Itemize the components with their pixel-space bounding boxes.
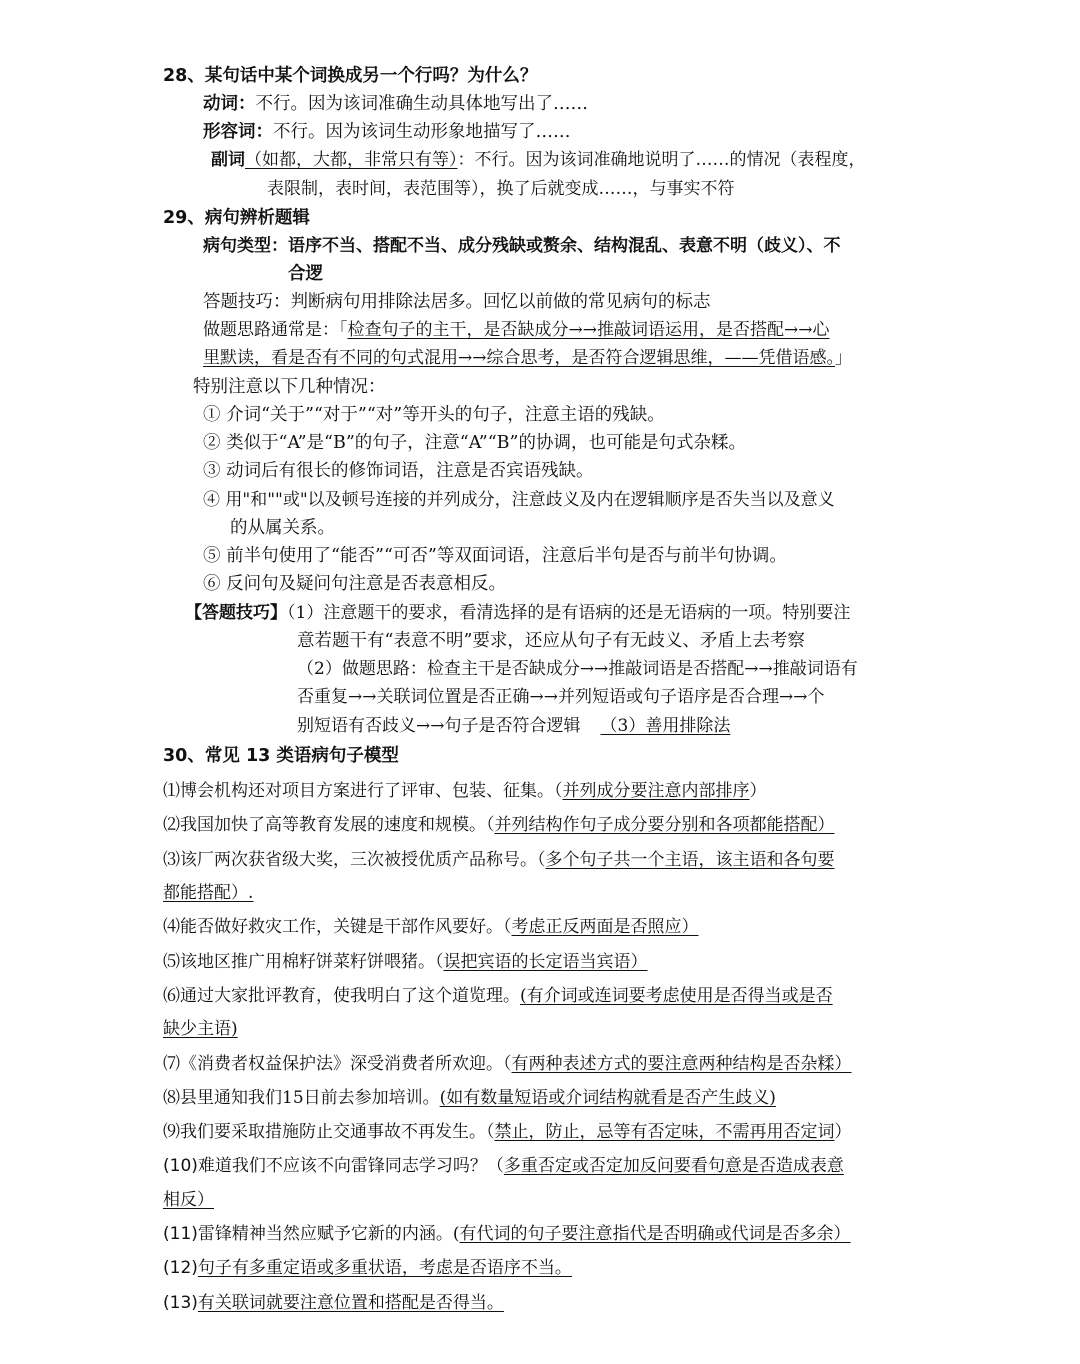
error-model-line xyxy=(163,881,253,905)
adv-label: 副词 xyxy=(211,150,245,170)
technique-text-6: （3）善用排除法 xyxy=(600,716,731,736)
section-30-heading: 30、常见 13 类语病句子模型 xyxy=(163,746,399,766)
approach-underlined-2: 里默读，看是否有不同的句式混用→→综合思考，是否符合逻辑思维，——凭借语感。 xyxy=(203,348,835,368)
technique-line-5 xyxy=(297,714,730,738)
error-model-number: ⑷ xyxy=(163,917,180,937)
error-model-closing: ） xyxy=(749,781,767,801)
error-model-sentence: 《消费者权益保护法》深受消费者所欢迎。（ xyxy=(180,1054,512,1074)
error-model-sentence: 博会机构还对项目方案进行了评审、包装、征集。（ xyxy=(180,781,563,801)
technique-line-1 xyxy=(185,601,850,625)
error-model-explanation: 禁止，防止，忌等有否定味，不需再用否定词 xyxy=(494,1122,835,1142)
technique-label: 【答题技巧】 xyxy=(185,603,287,623)
error-model-line xyxy=(163,1188,214,1212)
error-model-line xyxy=(163,1154,844,1178)
error-model-sentence: 县里通知我们15日前去参加培训。 xyxy=(180,1088,440,1108)
note-item-4-cont: 的从属关系。 xyxy=(230,518,335,538)
error-model-sentence: 我国加快了高等教育发展的速度和规模。（ xyxy=(180,815,495,835)
approach-prefix: 做题思路通常是：「 xyxy=(203,320,348,340)
technique-text-1: （1）注意题干的要求，看清选择的是有语病的还是无语病的一项。特别要注 xyxy=(287,603,851,623)
adj-line xyxy=(203,120,571,144)
error-model-line xyxy=(163,1291,504,1315)
adv-line xyxy=(211,148,866,172)
note-item-3: ③ 动词后有很长的修饰词语，注意是否宾语残缺。 xyxy=(203,461,594,481)
error-model-number: ⑴ xyxy=(163,781,180,801)
error-model-explanation: 并列结构作句子成分要分别和各项都能搭配） xyxy=(494,815,835,835)
error-model-number: ⑹ xyxy=(163,986,180,1006)
error-model-line xyxy=(163,984,833,1008)
verb-line xyxy=(203,92,588,116)
error-model-line xyxy=(163,848,835,872)
sentence-types-line-2: 合逻 xyxy=(288,264,323,284)
error-model-line xyxy=(163,1222,851,1246)
error-model-sentence: 能否做好救灾工作，关键是干部作风要好。（ xyxy=(180,917,512,937)
approach-underlined-1: 检查句子的主干，是否缺成分→→推敲词语运用，是否搭配→→心 xyxy=(347,320,830,340)
error-model-explanation: 多重否定或否定加反问要看句意是否造成表意 xyxy=(503,1156,844,1176)
technique-line-3: （2）做题思路：检查主干是否缺成分→→推敲词语是否搭配→→推敲词语有 xyxy=(297,659,858,679)
error-model-line xyxy=(163,1086,776,1110)
error-model-number: ⑸ xyxy=(163,952,180,972)
error-model-explanation: 误把宾语的长定语当宾语） xyxy=(443,952,648,972)
note-item-5: ⑤ 前半句使用了“能否”“可否”等双面词语，注意后半句是否与前半句协调。 xyxy=(203,546,787,566)
error-model-line xyxy=(163,1256,572,1280)
error-model-explanation: (如有数量短语或介词结构就看是否产生歧义) xyxy=(439,1088,776,1108)
sentence-types-line-1: 病句类型：语序不当、搭配不当、成分残缺或赘余、结构混乱、表意不明（歧义）、不 xyxy=(203,236,841,256)
error-model-explanation: 句子有多重定语或多重状语，考虑是否语序不当。 xyxy=(197,1258,572,1278)
adj-text: 不行。因为该词生动形象地描写了…… xyxy=(273,122,571,142)
note-item-2: ② 类似于“A”是“B”的句子，注意“A”“B”的协调，也可能是句式杂糅。 xyxy=(203,433,746,453)
error-model-number: ⑻ xyxy=(163,1088,180,1108)
special-note-line: 特别注意以下几种情况： xyxy=(193,377,386,397)
error-model-number: (12) xyxy=(163,1258,198,1278)
error-model-line xyxy=(163,779,767,803)
error-model-sentence: 雷锋精神当然应赋予它新的内涵。( xyxy=(197,1224,460,1244)
error-model-explanation: 多个句子共一个主语，该主语和各句要 xyxy=(545,850,835,870)
error-model-sentence: 该厂两次获省级大奖，三次被授优质产品称号。（ xyxy=(180,850,546,870)
note-item-1: ① 介词“关于”“对于”“对”等开头的句子，注意主语的残缺。 xyxy=(203,405,665,425)
error-model-sentence: 通过大家批评教育，使我明白了这个道览理。 xyxy=(180,986,520,1006)
approach-end: 」 xyxy=(835,348,852,368)
adv-text: ：不行。因为该词准确地说明了……的情况（表程度， xyxy=(457,150,866,170)
error-model-number: ⑶ xyxy=(163,850,180,870)
error-model-explanation: 有代词的句子要注意指代是否明确或代词是否多余） xyxy=(459,1224,851,1244)
error-model-explanation: 有关联词就要注意位置和搭配是否得当。 xyxy=(197,1293,504,1313)
technique-line-2: 意若题干有“表意不明”要求，还应从句子有无歧义、矛盾上去考察 xyxy=(297,631,805,651)
error-model-number: (13) xyxy=(163,1293,198,1313)
error-model-line xyxy=(163,915,699,939)
note-item-6: ⑥ 反问句及疑问句注意是否表意相反。 xyxy=(203,574,507,594)
technique-text-5: 别短语有否歧义→→句子是否符合逻辑 xyxy=(297,716,581,736)
error-model-number: ⑼ xyxy=(163,1122,180,1142)
adv-cont-line: 表限制，表时间，表范围等），换了后就变成……，与事实不符 xyxy=(267,179,735,199)
error-model-line xyxy=(163,950,648,974)
error-model-sentence: 我们要采取措施防止交通事故不再发生。（ xyxy=(180,1122,495,1142)
error-model-number: ⑺ xyxy=(163,1054,180,1074)
error-model-line xyxy=(163,1017,238,1041)
error-model-sentence: 该地区推广用棉籽饼菜籽饼喂猪。（ xyxy=(180,952,444,972)
error-model-explanation: 都能搭配）. xyxy=(163,883,254,903)
answer-tip-line: 答题技巧：判断病句用排除法居多。回忆以前做的常见病句的标志 xyxy=(203,292,711,312)
adv-paren: （如都，大都，非常只有等） xyxy=(245,150,458,170)
error-model-number: ⑵ xyxy=(163,815,180,835)
approach-line-1 xyxy=(203,318,829,342)
error-model-explanation: 并列成分要注意内部排序 xyxy=(562,781,750,801)
error-model-explanation: 缺少主语) xyxy=(163,1019,238,1039)
adj-label: 形容词： xyxy=(203,122,273,142)
verb-text: 不行。因为该词准确生动具体地写出了…… xyxy=(255,94,588,114)
verb-label: 动词： xyxy=(203,94,256,114)
error-model-number: (10) xyxy=(163,1156,198,1176)
error-model-explanation: 相反） xyxy=(163,1190,214,1210)
section-28-heading: 28、某句话中某个词换成另一个行吗？为什么？ xyxy=(163,66,538,86)
error-model-line xyxy=(163,1120,852,1144)
approach-line-2 xyxy=(203,346,852,370)
error-model-number: (11) xyxy=(163,1224,198,1244)
technique-line-4: 否重复→→关联词位置是否正确→→并列短语或句子语序是否合理→→个 xyxy=(297,687,825,707)
error-model-line xyxy=(163,813,835,837)
error-model-explanation: (有介词或连词要考虑使用是否得当或是否 xyxy=(520,986,833,1006)
error-model-sentence: 难道我们不应该不向雷锋同志学习吗？（ xyxy=(197,1156,504,1176)
error-model-closing: ） xyxy=(834,1122,852,1142)
error-model-line xyxy=(163,1052,852,1076)
error-model-explanation: 考虑正反两面是否照应） xyxy=(511,917,699,937)
section-29-heading: 29、病句辨析题辑 xyxy=(163,208,310,228)
note-item-4: ④ 用"和""或"以及顿号连接的并列成分，注意歧义及内在逻辑顺序是否失当以及意义 xyxy=(203,490,835,510)
error-model-explanation: 有两种表述方式的要注意两种结构是否杂糅） xyxy=(511,1054,852,1074)
